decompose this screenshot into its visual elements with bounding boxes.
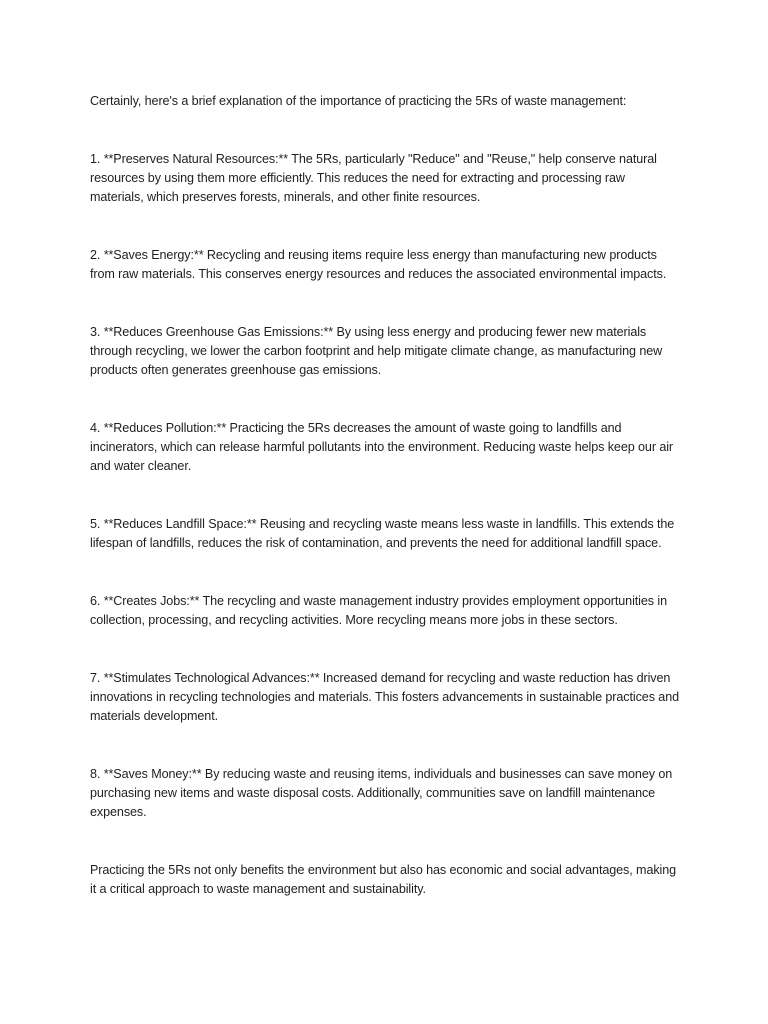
- point-preserves-natural-resources: 1. **Preserves Natural Resources:** The 5Rs, particularly "Reduce" and "Reuse," help conserve natural resources by using them more efficiently. This reduces the need for extracting and processing raw materials, which preserves forests, minerals, and other finite resources.: [90, 152, 657, 204]
- document-body: [90, 92, 680, 938]
- point-reduces-pollution: 4. **Reduces Pollution:** Practicing the 5Rs decreases the amount of waste going to landfills and incinerators, which can release harmful pollutants into the environment. Reducing waste helps keep our air and water cleaner.: [90, 421, 674, 473]
- point-reduces-greenhouse-gas-emissions: 3. **Reduces Greenhouse Gas Emissions:** By using less energy and producing fewer new materials through recycling, we lower the carbon footprint and help mitigate climate change, as manufacturing new products often generates greenhouse gas emissions.: [90, 325, 663, 377]
- conclusion-paragraph: Practicing the 5Rs not only benefits the environment but also has economic and social advantages, making it a critical approach to waste management and sustainability.: [90, 863, 677, 896]
- point-creates-jobs: 6. **Creates Jobs:** The recycling and waste management industry provides employment opportunities in collection, processing, and recycling activities. More recycling means more jobs in these sectors.: [90, 594, 667, 627]
- point-saves-energy: 2. **Saves Energy:** Recycling and reusing items require less energy than manufacturing new products from raw materials. This conserves energy resources and reduces the associated environmental impacts.: [90, 248, 667, 281]
- point-reduces-landfill-space: 5. **Reduces Landfill Space:** Reusing and recycling waste means less waste in landfills. This extends the lifespan of landfills, reduces the risk of contamination, and prevents the need for additional landfill space.: [90, 517, 675, 550]
- point-stimulates-technological-advances: 7. **Stimulates Technological Advances:** Increased demand for recycling and waste reduction has driven innovations in recycling technologies and materials. This fosters advancements in sustainable practices and materials development.: [90, 671, 679, 723]
- intro-paragraph: Certainly, here's a brief explanation of the importance of practicing the 5Rs of waste management:: [90, 94, 627, 108]
- point-saves-money: 8. **Saves Money:** By reducing waste and reusing items, individuals and businesses can save money on purchasing new items and waste disposal costs. Additionally, communities save on landfill maintenance expenses.: [90, 767, 673, 819]
